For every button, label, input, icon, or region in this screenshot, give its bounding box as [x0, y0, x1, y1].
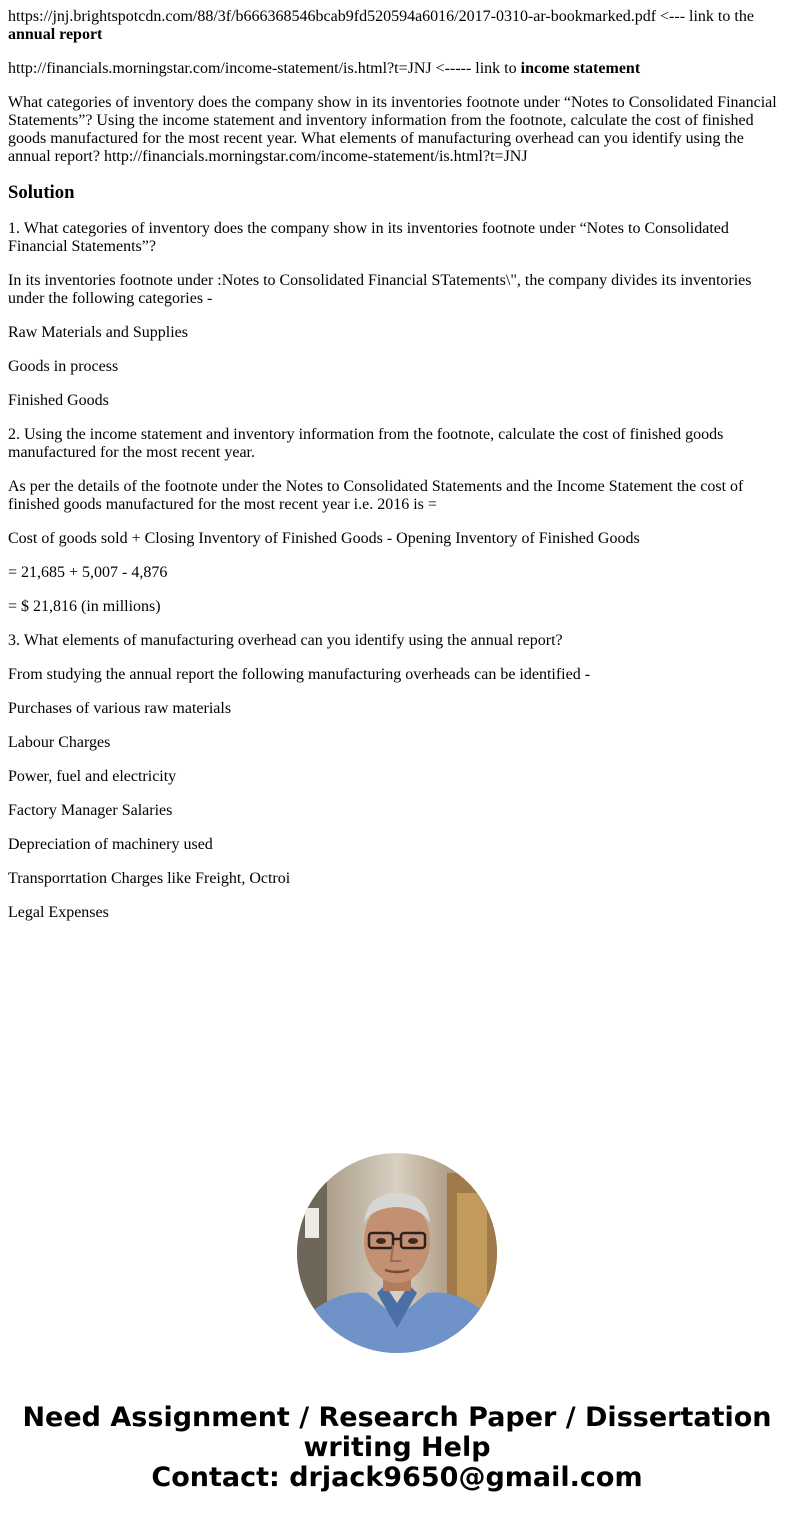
inventory-category: Goods in process: [8, 358, 119, 375]
annual-report-arrow: <--- link to the: [656, 8, 754, 25]
overhead-item: Purchases of various raw materials: [8, 700, 232, 717]
footer-banner: [0, 1403, 794, 1493]
footer-contact: Contact: drjack9650@gmail.com: [151, 1462, 643, 1493]
annual-report-line: [8, 8, 786, 44]
document-body: [8, 8, 786, 938]
footer-line-1: Need Assignment / Research Paper / Dissertation: [22, 1402, 772, 1433]
income-statement-arrow: <----- link to: [431, 60, 521, 77]
overhead-item: Power, fuel and electricity: [8, 768, 177, 785]
question-1: 1. What categories of inventory does the company show in its inventories footnote under “Notes to Consolidated Financial Statements”?: [8, 220, 729, 255]
question-paragraph: What categories of inventory does the company show in its inventories footnote under “Notes to Consolidated Financial Statements”? Using the income statement and inventory information from the footnote, calculate the cost of finished goods manufactured for the most recent year. What elements of manufacturing overhead can you identify using the annual report? http://financials.morningstar.com/income-statement/is.html?t=JNJ: [8, 94, 777, 165]
question-2: 2. Using the income statement and inventory information from the footnote, calculate the cost of finished goods manufactured for the most recent year.: [8, 426, 724, 461]
answer-1: In its inventories footnote under :Notes to Consolidated Financial STatements\", the company divides its inventories under the following categories -: [8, 272, 752, 307]
result: = $ 21,816 (in millions): [8, 598, 161, 615]
overhead-item: Depreciation of machinery used: [8, 836, 213, 853]
footer-line-2: writing Help: [303, 1432, 491, 1463]
overhead-item: Legal Expenses: [8, 904, 109, 921]
income-statement-line: [8, 60, 786, 78]
avatar: [297, 1153, 497, 1353]
income-statement-label: income statement: [520, 60, 641, 77]
inventory-category: Finished Goods: [8, 392, 109, 409]
overhead-item: Factory Manager Salaries: [8, 802, 173, 819]
overhead-item: Labour Charges: [8, 734, 111, 751]
overhead-item: Transporrtation Charges like Freight, Octroi: [8, 870, 291, 887]
calculation: = 21,685 + 5,007 - 4,876: [8, 564, 168, 581]
avatar-portrait: [297, 1153, 497, 1353]
annual-report-label: annual report: [8, 26, 103, 43]
solution-heading: Solution: [8, 182, 75, 203]
answer-2: As per the details of the footnote under the Notes to Consolidated Statements and the Income Statement the cost of finished goods manufactured for the most recent year i.e. 2016 is =: [8, 478, 744, 513]
answer-3: From studying the annual report the following manufacturing overheads can be identified -: [8, 666, 591, 683]
question-3: 3. What elements of manufacturing overhead can you identify using the annual report?: [8, 632, 563, 649]
annual-report-url[interactable]: https://jnj.brightspotcdn.com/88/3f/b666368546bcab9fd520594a6016/2017-0310-ar-bookmarked.pdf: [8, 8, 657, 25]
inventory-category: Raw Materials and Supplies: [8, 324, 188, 341]
formula: Cost of goods sold + Closing Inventory of Finished Goods - Opening Inventory of Finished Goods: [8, 530, 640, 547]
income-statement-url[interactable]: http://financials.morningstar.com/income-statement/is.html?t=JNJ: [8, 60, 432, 77]
